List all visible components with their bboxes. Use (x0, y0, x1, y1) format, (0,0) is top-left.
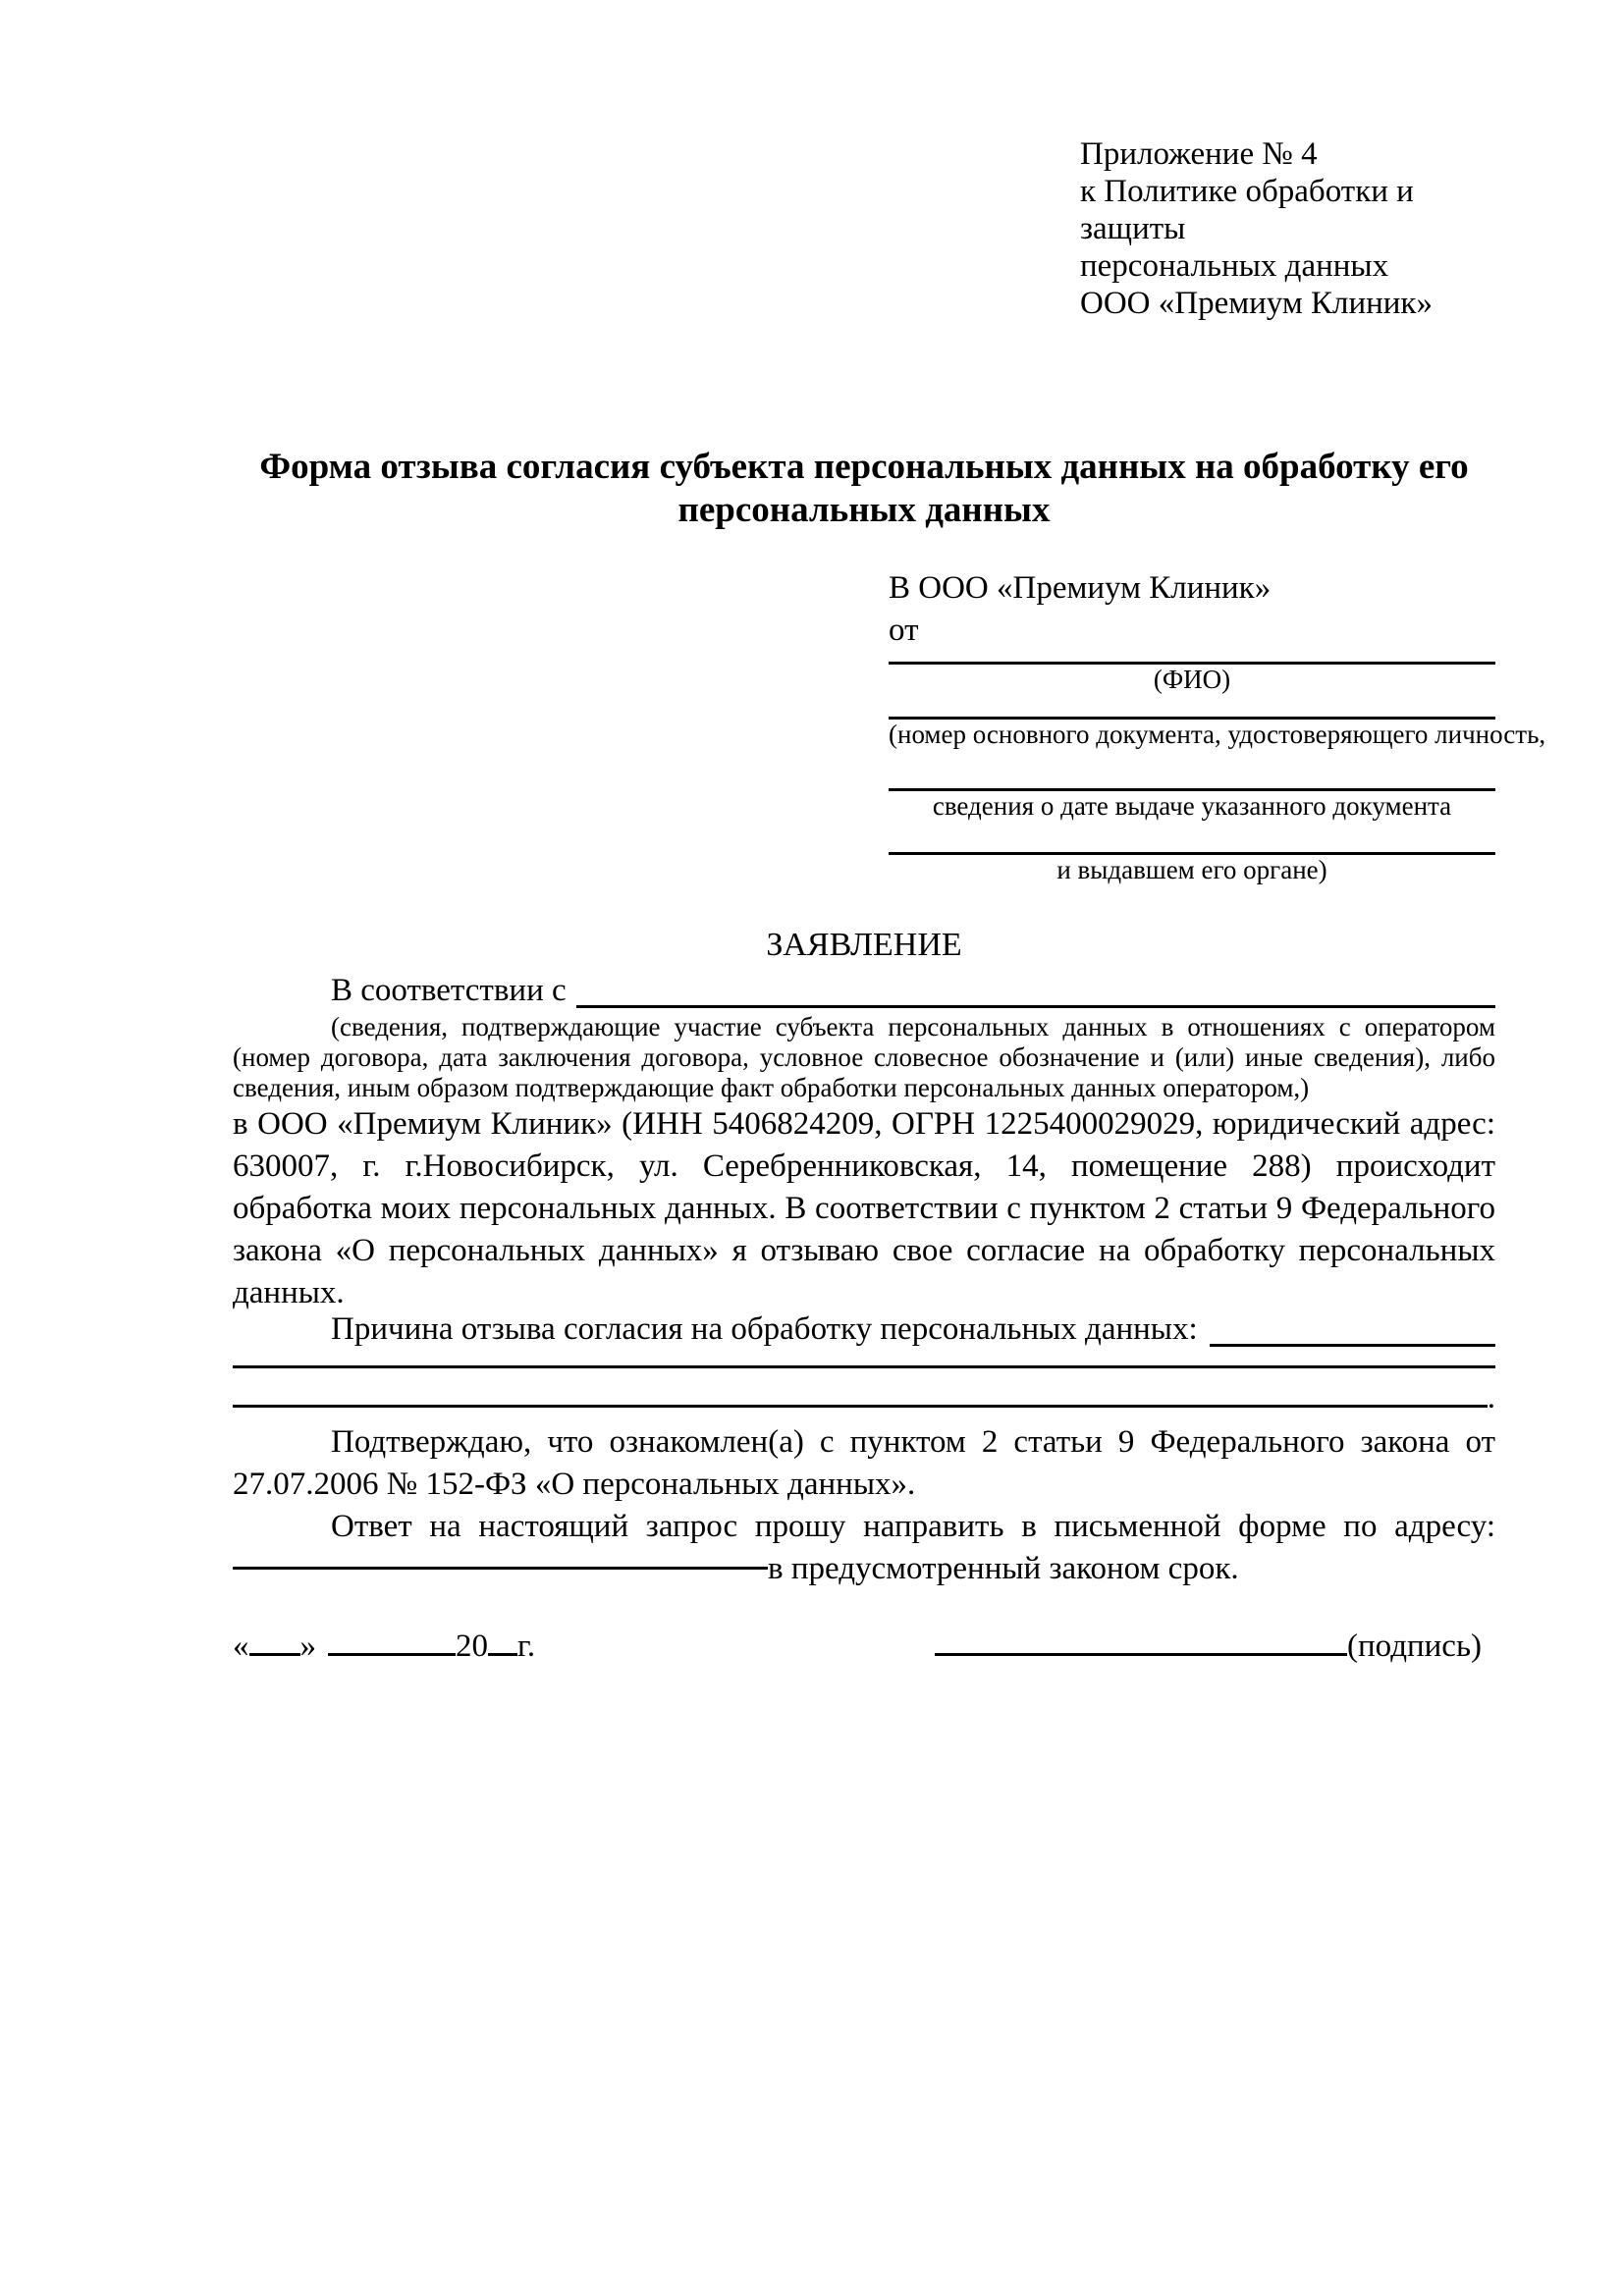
reason-blank-line-3 (233, 1368, 1495, 1415)
signature-group (935, 1626, 1482, 1668)
reply-tail: в предусмотренный законом срок. (768, 1551, 1239, 1586)
fio-blank-line (889, 652, 1495, 665)
year-blank-line (488, 1653, 517, 1656)
year-suffix: г. (517, 1629, 536, 1664)
month-blank-line (328, 1653, 456, 1656)
document-issuer-caption: и выдавшем его органе) (1056, 855, 1327, 884)
document-number-blank-line (889, 694, 1495, 720)
reason-row (233, 1308, 1495, 1351)
fio-caption: (ФИО) (1153, 665, 1231, 694)
document-title: Форма отзыва согласия субъекта персональных данных на обработку его персональных данных (259, 447, 1469, 530)
addressee-to: В ООО «Премиум Клиник» (889, 570, 1272, 606)
reason-label: Причина отзыва согласия на обработку персональных данных: (331, 1311, 1198, 1347)
reason-blank-rule (233, 1405, 1488, 1408)
appendix-line: персональных данных (1080, 248, 1389, 284)
signature-caption: (подпись) (1347, 1629, 1482, 1664)
statement-body: в ООО «Премиум Клиник» (ИНН 5406824209, ОГРН 1225400029029, юридический адрес: 630007, г. г.Новосибирск, ул. Серебренниковская, 14, помещение 288) происходит обработка моих персональных данных. В соответствии с пунктом 2 статьи 9 Федерального закона «О персональных данных» я отзываю свое согласие на обработку персональных данных. (233, 1106, 1495, 1310)
intro-blank-line (576, 1005, 1495, 1008)
document-date-blank-line (889, 749, 1495, 791)
statement-heading: ЗАЯВЛЕНИЕ (766, 927, 962, 963)
addressee-block (889, 567, 1546, 884)
date-quote-close: » (299, 1629, 316, 1664)
document-issuer-blank-line (889, 821, 1495, 855)
document-number-caption: (номер основного документа, удостоверяющего личность, (889, 720, 1546, 749)
appendix-line: ООО «Премиум Клиник» (1080, 286, 1433, 321)
date-signature-row (233, 1626, 1495, 1668)
addressee-from-label: от (889, 613, 919, 648)
appendix-line: к Политике обработки и защиты (1080, 174, 1414, 246)
signature-blank-line (935, 1653, 1347, 1656)
date-quote-open: « (233, 1629, 249, 1664)
address-blank-line (233, 1567, 768, 1570)
confirmation-paragraph: Подтверждаю, что ознакомлен(а) с пунктом 2 статьи 9 Федерального закона от 27.07.2006 № 152-ФЗ «О персональных данных». (233, 1424, 1495, 1502)
document-content (233, 0, 1546, 1668)
appendix-block (1080, 135, 1495, 322)
appendix-line: Приложение № 4 (1080, 136, 1318, 172)
day-blank-line (249, 1653, 300, 1656)
reply-address-row (233, 1548, 1495, 1590)
date-group (233, 1626, 535, 1668)
reply-request-line: Ответ на настоящий запрос прошу направить в письменной форме по адресу: (331, 1509, 1495, 1544)
intro-row (233, 970, 1495, 1012)
reason-blank-line-2 (233, 1351, 1495, 1368)
blank-terminator: . (1487, 1380, 1495, 1415)
year-prefix: 20 (456, 1629, 488, 1664)
document-date-caption: сведения о дате выдаче указанного документа (932, 791, 1452, 821)
reason-blank-line (1210, 1344, 1495, 1347)
intro-note: (сведения, подтверждающие участие субъекта персональных данных в отношениях с оператором (номер договора, дата заключения договора, условное словесное обозначение и (или) иные сведения), либо сведения, иным образом подтверждающие факт обработки персональных данных оператором,) (233, 1012, 1495, 1102)
intro-label: В соответствии с (331, 973, 567, 1008)
